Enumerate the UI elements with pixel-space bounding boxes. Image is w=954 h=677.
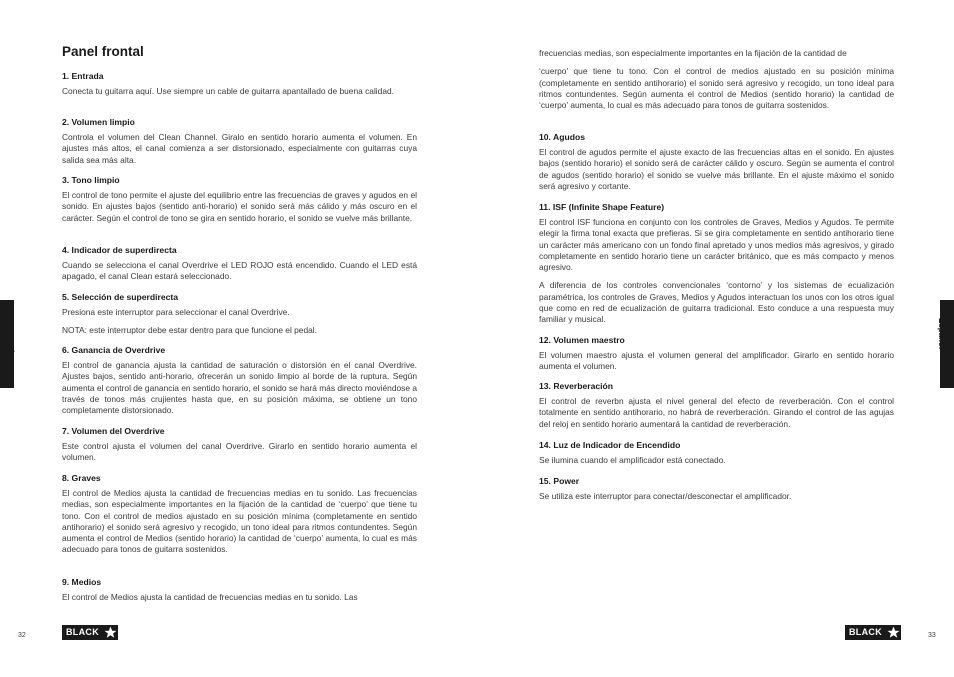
section-text: El control ISF funciona en conjunto con los controles de Graves, Medios y Agudos. Te permite elegir la firma tonal exacta que prefieras. Si se gira completamente en sentido antihorario tiene un carácter más americano con un fondo final apretado y unos medios más agresivos, y girado completamente en sentido horario tiene un carácter británico, que es más compacto y menos agresivo. (539, 217, 894, 273)
section-heading: 7. Volumen del Overdrive (62, 426, 165, 436)
section-text: El control de tono permite el ajuste del equilibrio entre las frecuencias de graves y agudos en el sonido. En ajustes bajos (sentido anti-horario) el sonido será más cálido y más oscuro en el carácter. Según el control de tono se gira en sentido horario, el sonido se vuelve más brillante. (62, 190, 417, 223)
section-medios-continued (539, 48, 894, 111)
section-heading: 6. Ganancia de Overdrive (62, 345, 166, 355)
section-reverberacion (539, 381, 894, 430)
section-power (539, 476, 894, 502)
section-seleccion-superdirecta (62, 292, 417, 337)
section-text: El control de Medios ajusta la cantidad de frecuencias medias en tu sonido. Las (62, 592, 358, 602)
section-text: El control de reverbn ajusta el nivel general del efecto de reverberación. Con el control totalmente en sentido antihorario, no habrá de reverberación. Girando el control de las agujas del reloj en sentido horario aumentará la cantidad de reverberación. (539, 396, 894, 429)
section-heading: 4. Indicador de superdirecta (62, 245, 177, 255)
page-title: Panel frontal (62, 44, 144, 59)
section-heading: 14. Luz de Indicador de Encendido (539, 440, 681, 450)
section-text: Este control ajusta el volumen del canal Overdrive. Girarlo en sentido horario aumenta el volumen. (62, 441, 417, 463)
section-text: Se utiliza este interruptor para conectar/desconectar el amplificador. (539, 491, 792, 501)
brand-wordmark: BLACK (62, 625, 103, 640)
section-volumen-maestro (539, 335, 894, 373)
section-heading: 3. Tono limpio (62, 175, 120, 185)
section-text: Se ilumina cuando el amplificador está conectado. (539, 455, 726, 465)
star-icon (886, 625, 901, 640)
section-heading: 13. Reverberación (539, 381, 614, 391)
section-heading: 15. Power (539, 476, 580, 486)
brand-logo-right (845, 625, 901, 640)
section-text: ‘cuerpo’ que tiene tu tono. Con el control de medios ajustado en su posición mínima (completamente en sentido antihorario) el sonido será agresivo y recogido, un tono ideal para ritmos contundentes. Según aumenta el control de Medios (sentido horario) la cantidad de ‘cuerpo’ aumenta, lo cual es más adecuado para tonos de guitarra sostenidos. (539, 66, 894, 111)
section-isf (539, 202, 894, 326)
section-heading: 5. Selección de superdirecta (62, 292, 179, 302)
section-indicador-superdirecta (62, 245, 417, 283)
section-text: A diferencia de los controles convencionales ‘contorno’ y los sistemas de ecualización paramétrica, los controles de Graves, Medios y Agudos interactuan los unos con los otros igual que como en red de ecualización de guitarra tradicional. Esto conduce a una respuesta muy familiar y musical. (539, 280, 894, 325)
section-note: NOTA: este interruptor debe estar dentro para que funcione el pedal. (62, 325, 317, 336)
section-volumen-limpio (62, 117, 417, 166)
section-heading: 10. Agudos (539, 132, 585, 142)
star-icon (103, 625, 118, 640)
page-number-left: 32 (18, 632, 26, 639)
section-heading: 9. Medios (62, 577, 102, 587)
section-agudos (539, 132, 894, 192)
language-label-right: Español (937, 318, 946, 350)
section-volumen-overdrive (62, 426, 417, 464)
section-text: El volumen maestro ajusta el volumen general del amplificador. Girarlo en sentido horario aumenta el volumen. (539, 350, 894, 372)
page-number-right: 33 (928, 632, 936, 639)
section-heading: 2. Volumen limpio (62, 117, 135, 127)
section-text: frecuencias medias, son especialmente importantes en la fijación de la cantidad de (539, 48, 847, 58)
section-graves (62, 473, 417, 556)
section-text: Presiona este interruptor para seleccionar el canal Overdrive. (62, 307, 290, 317)
section-luz-indicador (539, 440, 894, 466)
section-ganancia-overdrive (62, 345, 417, 416)
section-heading: 11. ISF (Infinite Shape Feature) (539, 202, 665, 212)
section-entrada (62, 71, 417, 97)
section-text: Conecta tu guitarra aquí. Use siempre un cable de guitarra apantallado de buena calidad. (62, 86, 394, 96)
section-heading: 12. Volumen maestro (539, 335, 625, 345)
section-text: Cuando se selecciona el canal Overdrive el LED ROJO está encendido. Cuando el LED está apagado, el canal Clean estará seleccionado. (62, 260, 417, 282)
brand-logo-left (62, 625, 118, 640)
section-tono-limpio (62, 175, 417, 224)
section-heading: 8. Graves (62, 473, 101, 483)
section-medios (62, 577, 417, 603)
language-label-left: Español (6, 330, 15, 362)
section-text: El control de ganancia ajusta la cantidad de saturación o distorsión en el canal Overdrive. Ajustes bajos, sentido anti-horario, ofrecerán un sonido limpio al borde de la ruptura. Según aumenta el control de ganancia en sentido horario, el sonido se hará más directo moviéndose a través de tonos más crujientes hasta que, en su posición máxima, se obtiene un tono completamente distorsionado. (62, 360, 417, 416)
section-heading: 1. Entrada (62, 71, 104, 81)
section-text: Controla el volumen del Clean Channel. Giralo en sentido horario aumenta el volumen. En ajustes más altos, el canal comienza a ser distorsionado, especialmente con guitarras cuya salida sea más alta. (62, 132, 417, 165)
brand-wordmark: BLACK (845, 625, 886, 640)
section-text: El control de Medios ajusta la cantidad de frecuencias medias en tu sonido. Las frecuencias medias, son especialmente importantes en la fijación de la cantidad de ‘cuerpo’ que tiene tu tono. Con el control de medios ajustado en su posición mínima (completamente en sentido antihorario) el sonido será agresivo y recogido, un tono ideal para ritmos contundentes. Según aumenta el control de Medios (sentido horario) la cantidad de ‘cuerpo’ aumenta, lo cual es más adecuado para tonos de guitarra sostenidos. (62, 488, 417, 555)
section-text: El control de agudos permite el ajuste exacto de las frecuencias altas en el sonido. En ajustes bajos (sentido horario) el sonido será de carácter cálido y oscuro. Según se aumenta el control de agudos (sentido horario) el sonido se vuelve más brillante. En el ajuste máximo el sonido será agresivo y cortante. (539, 147, 894, 191)
